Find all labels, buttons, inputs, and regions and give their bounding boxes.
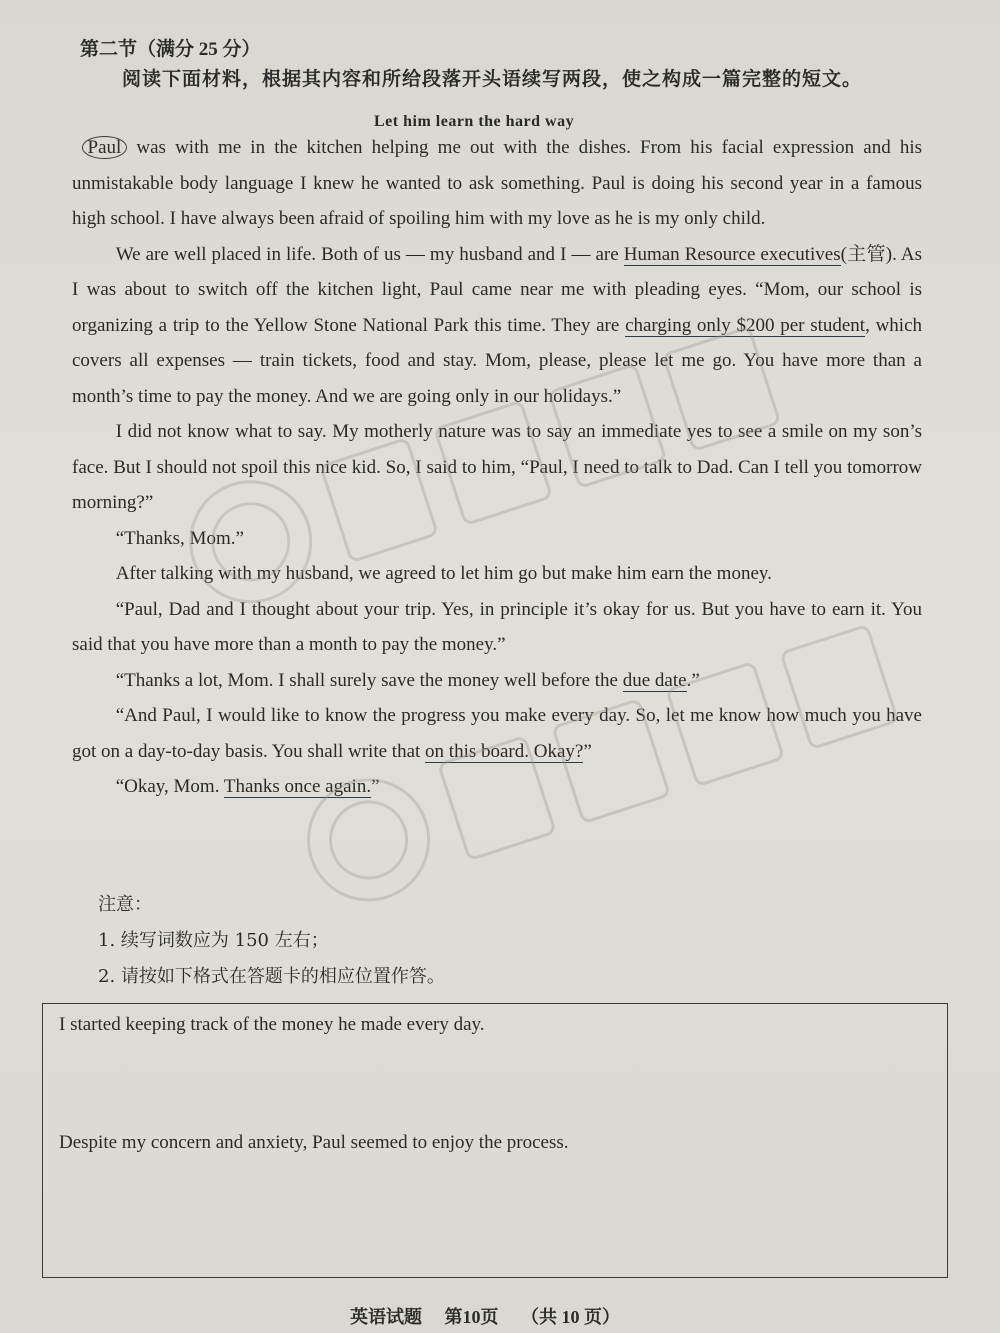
- paragraph-6: “Paul, Dad and I thought about your trip. Yes, in principle it’s okay for us. But you have to earn it. You said that you have more than a month to pay the money.”: [72, 598, 922, 655]
- circled-word: Paul: [82, 136, 128, 159]
- paragraph-3: I did not know what to say. My motherly nature was to say an immediate yes to see a smile on my son’s face. But I should not spoil this nice kid. So, I said to him, “Paul, I need to talk to Dad. Can I tell you tomorrow morning?”: [72, 421, 922, 513]
- paragraph-7: “Thanks a lot, Mom. I shall surely save the money well before the due date.”: [115, 669, 700, 691]
- underlined-phrase: charging only $200 per student: [625, 314, 866, 336]
- paragraph-1: Paul was with me in the kitchen helping me out with the dishes. From his facial expression and his unmistakable body language I knew he wanted to ask something. Paul is doing his second year in a famous high school. I have always been afraid of spoiling him with my love as he is my only child.: [72, 137, 922, 229]
- paragraph-starter-2: Despite my concern and anxiety, Paul seemed to enjoy the process.: [59, 1132, 569, 1153]
- underlined-phrase: due date: [622, 669, 687, 691]
- notes-item-2: 2. 请按如下格式在答题卡的相应位置作答。: [98, 966, 445, 987]
- underlined-phrase: Human Resource executives: [623, 243, 841, 265]
- paragraph-9: “Okay, Mom. Thanks once again.”: [115, 776, 380, 797]
- underlined-phrase: on this board. Okay?: [425, 740, 584, 762]
- notes-item-1: 1. 续写词数应为 150 左右；: [98, 930, 329, 951]
- paragraph-5: After talking with my husband, we agreed to let him go but make him earn the money.: [115, 563, 772, 584]
- footer-page: 第10页: [444, 1307, 499, 1327]
- paragraph-starter-1: I started keeping track of the money he made every day.: [59, 1014, 485, 1035]
- underlined-phrase: Thanks once again.: [223, 776, 372, 797]
- paragraph-8: “And Paul, I would like to know the progress you make every day. So, let me know how much you have got on a day-to-day basis. You shall write that on this board. Okay?”: [72, 705, 922, 762]
- paragraph-2: We are well placed in life. Both of us — my husband and I — are Human Resource executives(主管). As I was about to switch off the kitchen light, Paul came near me with pleading eyes. “Mom, our school is organizing a trip to the Yellow Stone National Park this time. They are charging only $200 per student, which covers all expenses — train tickets, food and stay. Mom, please, please let me go. You have more than a month’s time to pay the money. And we are going only in our holidays.”: [72, 243, 923, 407]
- notes-label: 注意：: [98, 894, 152, 915]
- section-heading: 第二节（满分 25 分）: [80, 39, 261, 60]
- page-footer: [350, 1303, 638, 1329]
- notes-section: [98, 887, 445, 995]
- answer-box[interactable]: [42, 1003, 948, 1278]
- footer-total: （共 10 页）: [521, 1307, 620, 1327]
- story-title: Let him learn the hard way: [374, 113, 575, 130]
- story-body: [72, 130, 922, 805]
- footer-subject: 英语试题: [350, 1307, 422, 1327]
- paragraph-4: “Thanks, Mom.”: [115, 527, 244, 549]
- instruction-text: 阅读下面材料，根据其内容和所给段落开头语续写两段，使之构成一篇完整的短文。: [122, 69, 863, 90]
